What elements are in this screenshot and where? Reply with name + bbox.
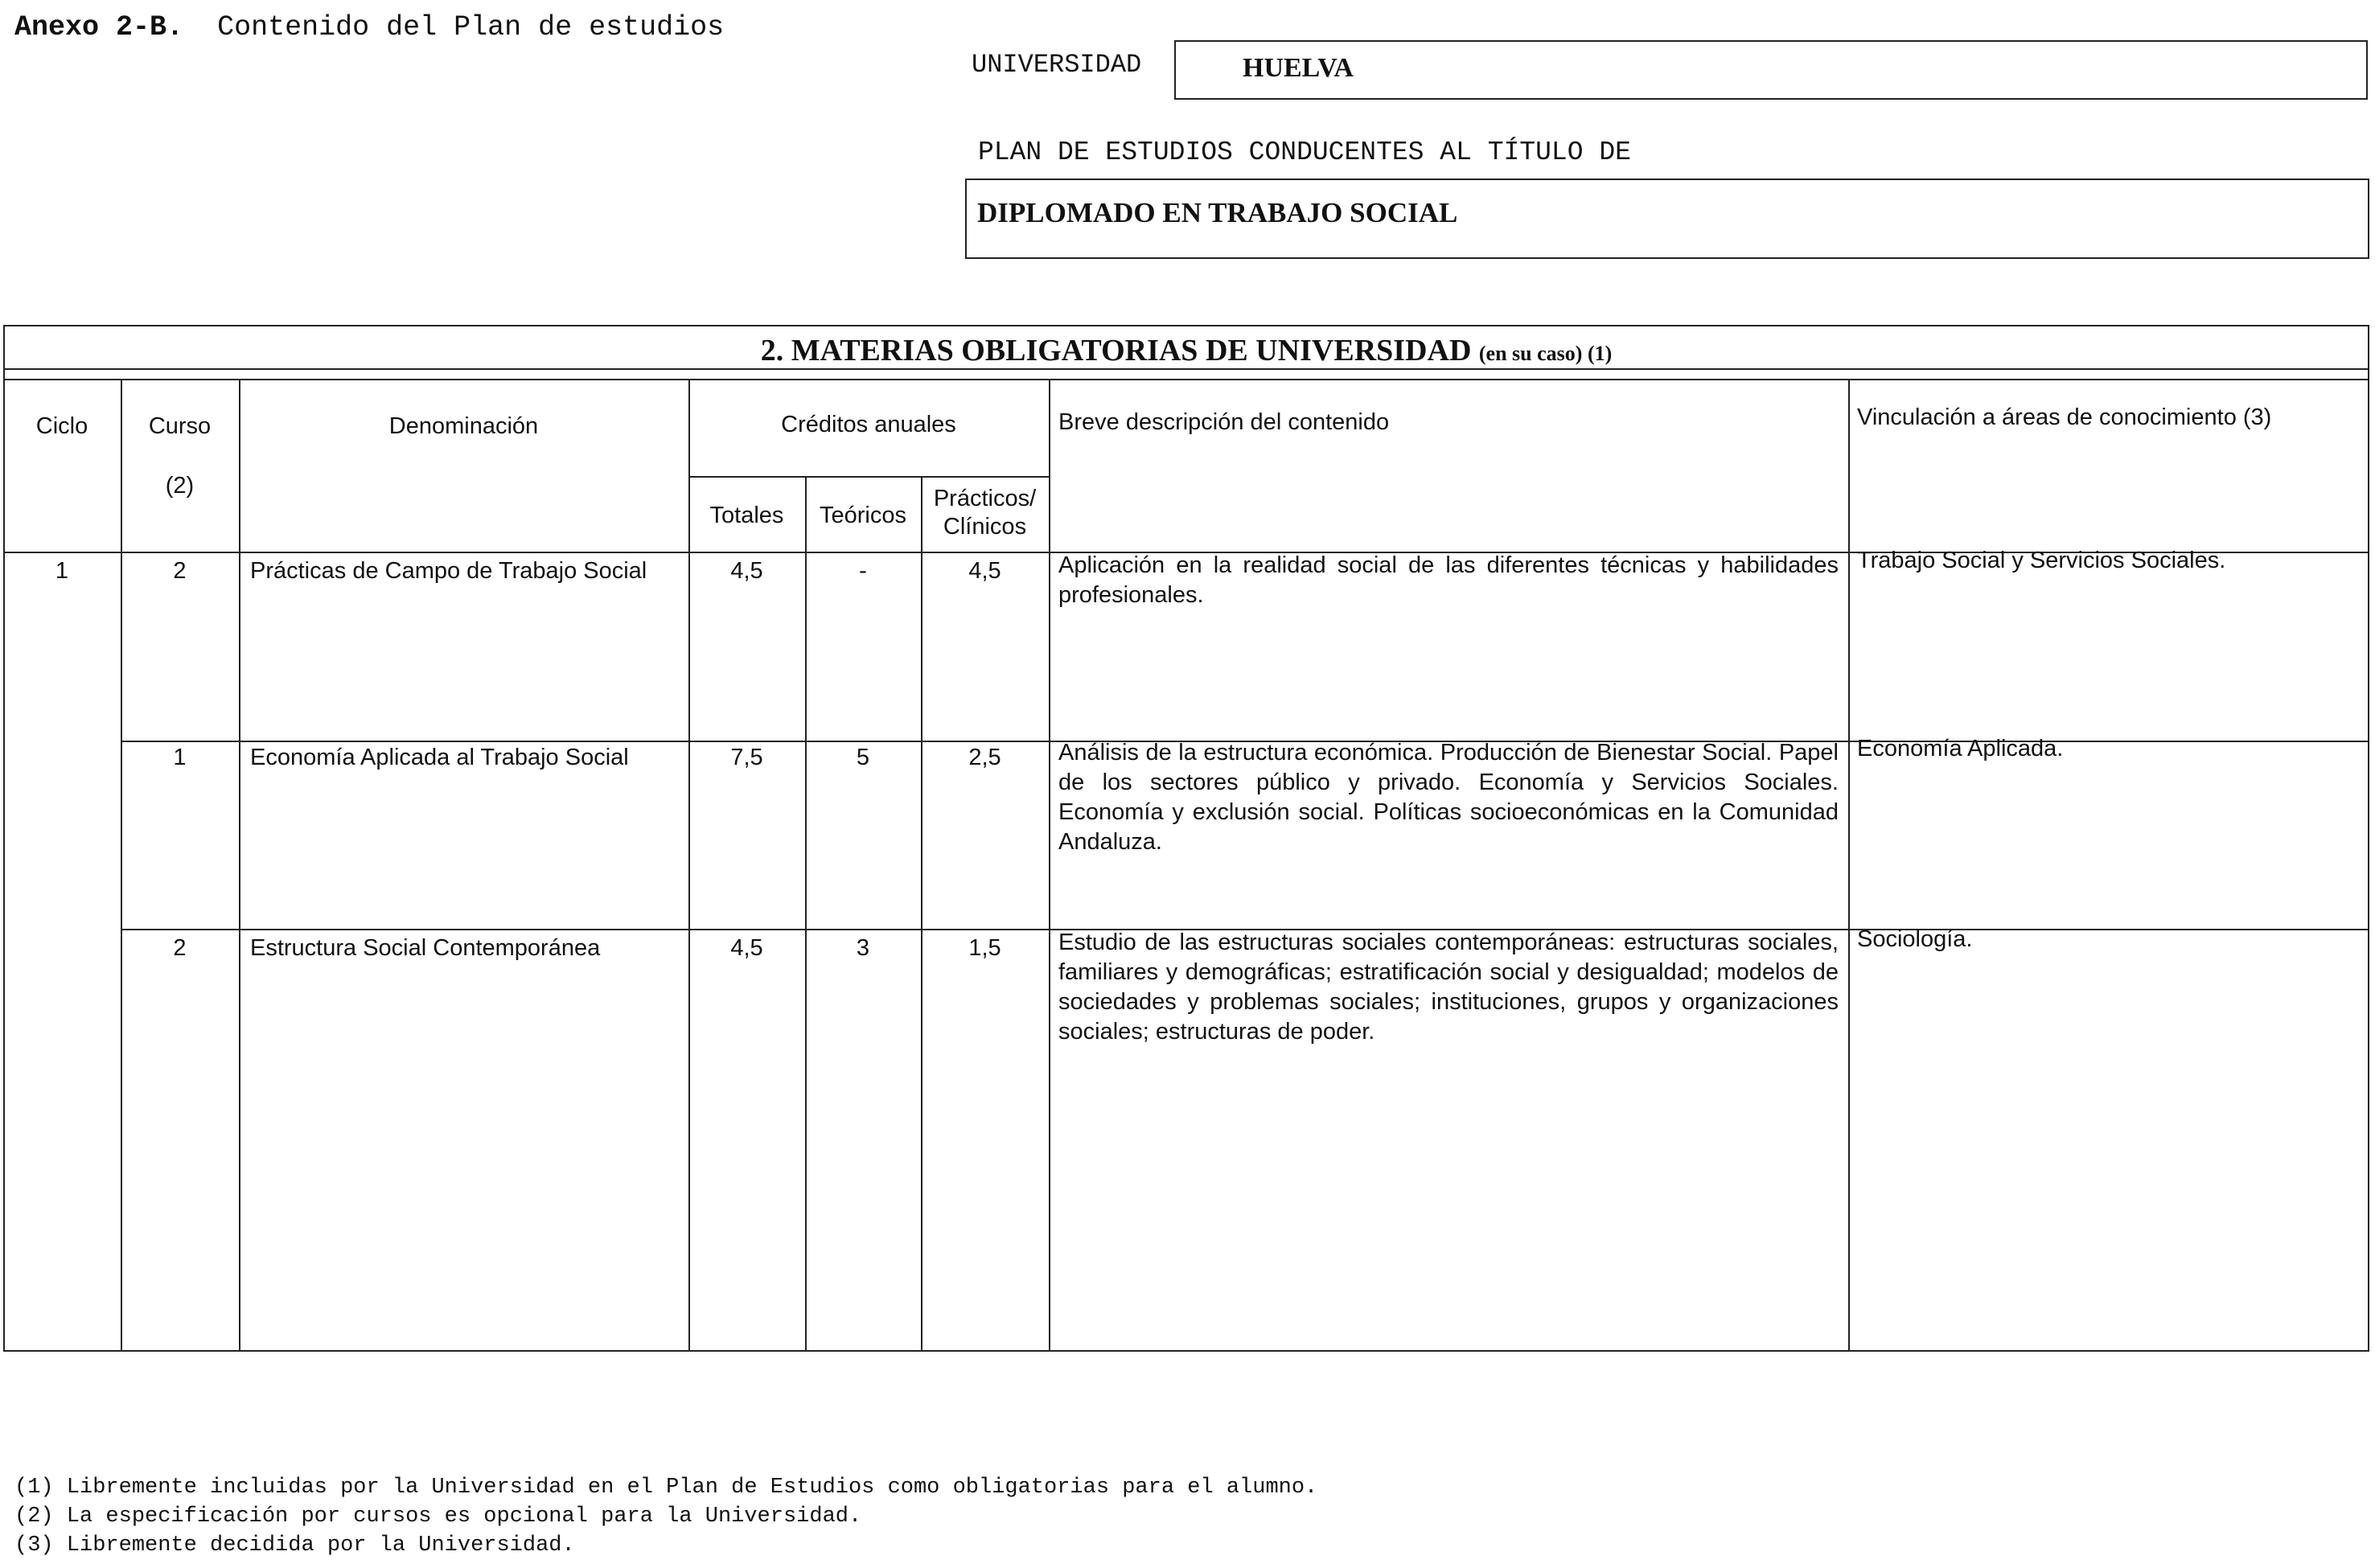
footnote-1: (1) Libremente incluidas por la Universidad en el Plan de Estudios como obligatorias para el alumno. [14,1476,1318,1500]
table-rule [3,379,2369,380]
table-rule [1848,379,1850,1352]
footnotes [14,1473,1317,1560]
row-curso: 2 [173,558,187,584]
header-teoricos: Teóricos [820,503,906,528]
annex-heading [14,11,724,43]
row-teoricos: - [859,558,867,584]
header-vinculacion: Vinculación a áreas de conocimiento (3) [1857,404,2272,430]
table-title-main: 2. MATERIAS OBLIGATORIAS DE UNIVERSIDAD [760,334,1472,367]
annex-label: Anexo 2-B. [14,11,184,43]
table-title-suffix: (en su caso) (1) [1478,342,1613,365]
header-creditos: Créditos anuales [781,412,956,437]
row-practicos: 4,5 [968,558,1001,584]
table-rule [1049,379,1050,1352]
university-value: HUELVA [1243,53,1354,83]
header-curso: Curso [148,413,212,439]
table-rule [3,368,2369,370]
row-vinculacion: Economía Aplicada. [1857,736,2064,761]
header-ciclo: Ciclo [35,413,88,439]
row-curso: 2 [173,935,187,961]
table-rule [688,476,1049,478]
row-vinculacion: Trabajo Social y Servicios Sociales. [1857,548,2226,573]
row-totales: 7,5 [730,745,763,770]
row-teoricos: 5 [856,745,870,770]
row-denominacion: Prácticas de Campo de Trabajo Social [250,558,647,584]
ciclo-value: 1 [55,558,69,584]
table-title [3,333,2369,368]
row-practicos: 2,5 [968,745,1001,770]
degree-title: DIPLOMADO EN TRABAJO SOCIAL [977,197,1458,228]
table-rule [921,476,922,1352]
row-descripcion: Estudio de las estructuras sociales contemporáneas: estructuras sociales, familiares y demográficas; estratificación social y desigualdad; modelos de sociedades y problemas sociales; instituciones, grupos y organizaciones sociales; estructuras de poder. [1058,930,1839,1045]
header-denominacion: Denominación [388,413,539,439]
row-descripcion: Análisis de la estructura económica. Producción de Bienestar Social. Papel de los sectores público y privado. Economía y Servicios Sociales. Economía y exclusión social. Políticas socioeconómicas en la Comunidad Andaluza. [1058,740,1839,855]
university-label: UNIVERSIDAD [972,50,1142,80]
row-teoricos: 3 [856,935,870,961]
row-totales: 4,5 [730,935,763,961]
row-denominacion: Economía Aplicada al Trabajo Social [250,745,629,770]
annex-title: Contenido del Plan de estudios [217,11,725,43]
row-denominacion: Estructura Social Contemporánea [250,935,601,961]
plan-label: PLAN DE ESTUDIOS CONDUCENTES AL TÍTULO DE [978,138,1631,167]
row-totales: 4,5 [730,558,763,584]
table-rule [805,476,807,1352]
header-descripcion: Breve descripción del contenido [1058,409,1390,435]
row-practicos: 1,5 [968,935,1001,961]
table-rule [121,379,122,1352]
header-curso-note: (2) [165,473,195,499]
row-vinculacion: Sociología. [1857,926,1973,952]
row-descripcion: Aplicación en la realidad social de las diferentes técnicas y habilidades profesionales. [1058,552,1839,608]
footnote-3: (3) Libremente decidida por la Universidad. [14,1533,575,1558]
footnote-2: (2) La especificación por cursos es opcional para la Universidad. [14,1504,862,1529]
table-rule [239,379,240,1352]
header-totales: Totales [709,503,784,528]
row-curso: 1 [173,745,187,770]
header-practicos: Prácticos/ Clínicos [933,486,1037,540]
